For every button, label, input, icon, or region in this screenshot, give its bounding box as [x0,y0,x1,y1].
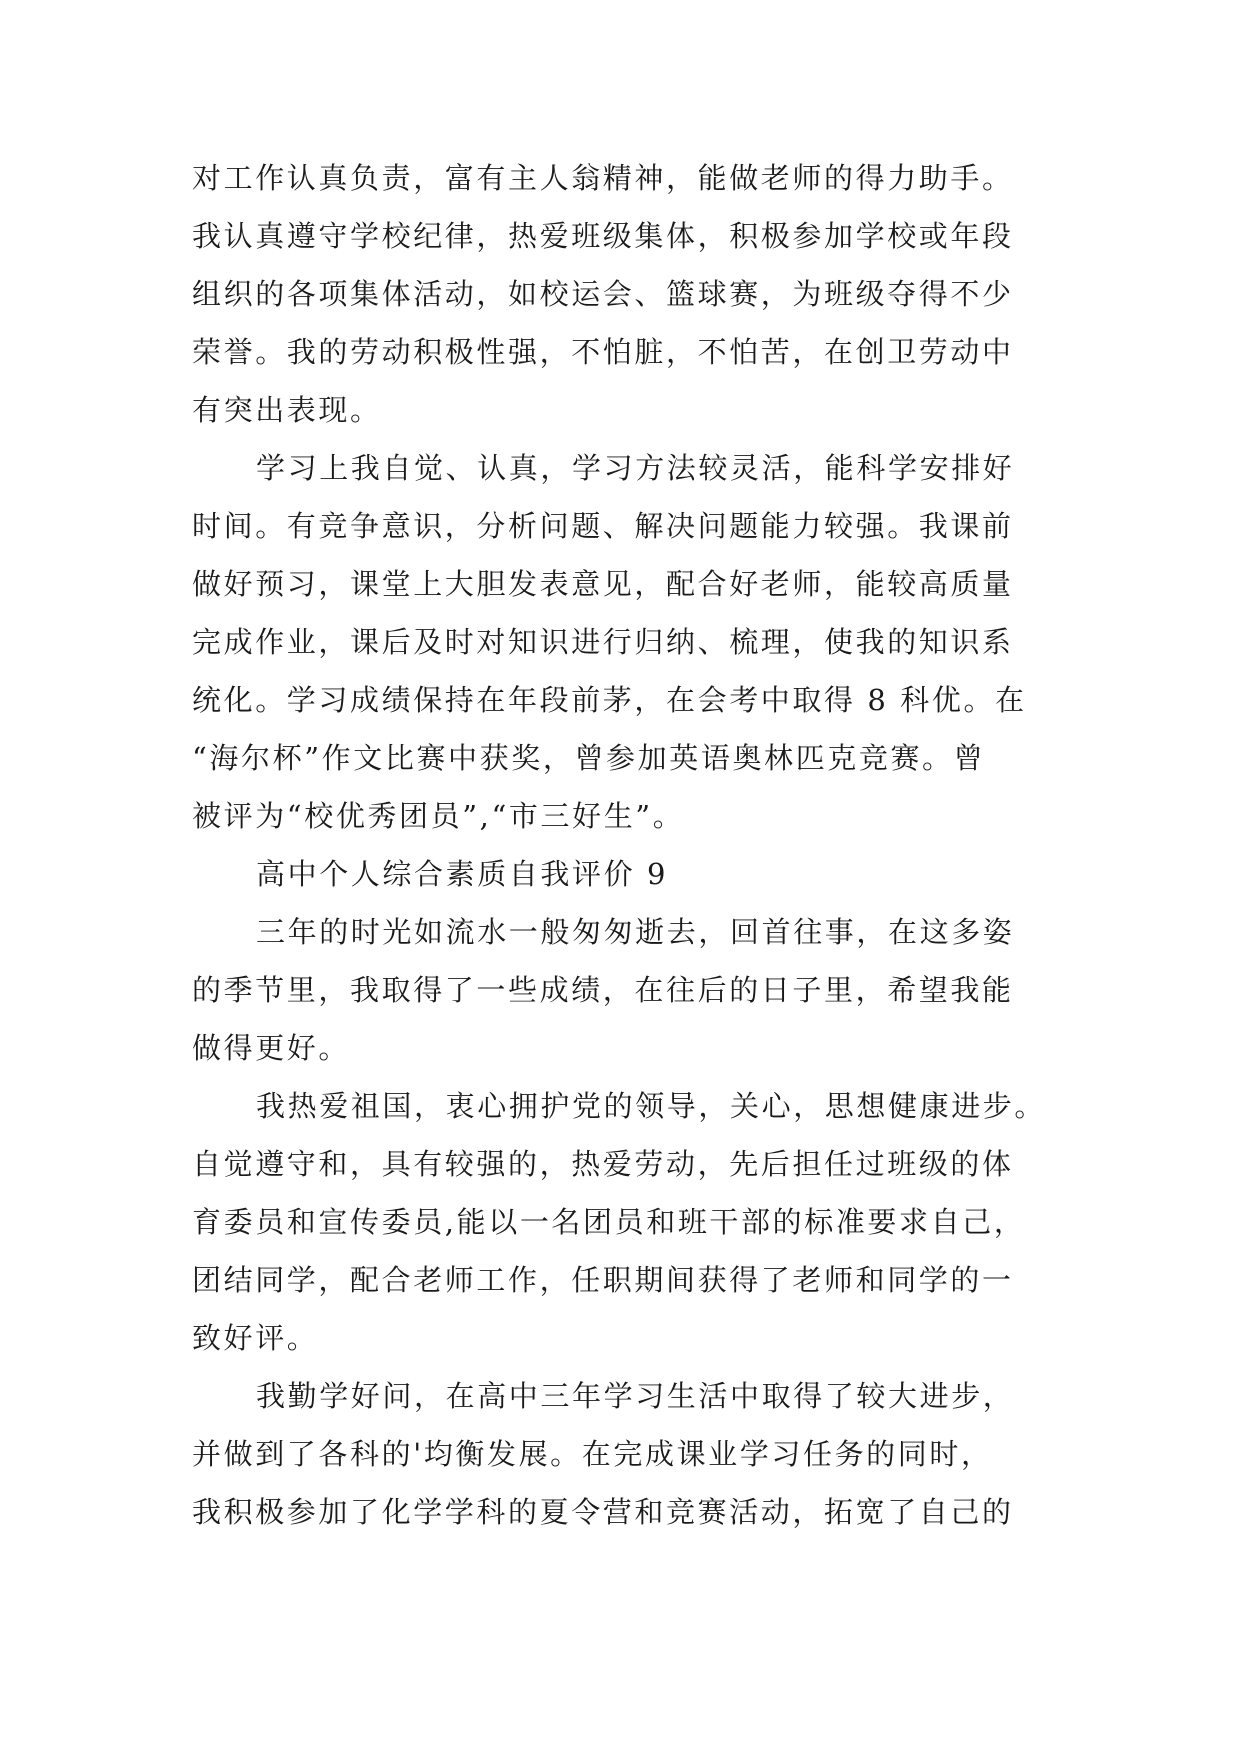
text-line: “海尔杯”作文比赛中获奖，曾参加英语奥林匹克竞赛。曾 [192,741,986,775]
text-line: 自觉遵守和，具有较强的，热爱劳动，先后担任过班级的体 [192,1147,1014,1181]
text-line: 有突出表现。 [192,393,382,427]
text-line: 对工作认真负责，富有主人翁精神，能做老师的得力助手。 [192,161,1014,195]
text-line: 组织的各项集体活动，如校运会、篮球赛，为班级夺得不少 [192,277,1014,311]
text-line: 做好预习，课堂上大胆发表意见，配合好老师，能较高质量 [192,567,1014,601]
section-heading: 高中个人综合素质自我评价 9 [256,857,669,891]
text-line: 时间。有竞争意识，分析问题、解决问题能力较强。我课前 [192,509,1014,543]
text-line: 团结同学，配合老师工作，任职期间获得了老师和同学的一 [192,1263,1014,1297]
text-line: 被评为“校优秀团员”,“市三好生”。 [192,799,685,833]
text-line: 致好评。 [192,1321,319,1355]
paragraph-first-line: 学习上我自觉、认真，学习方法较灵活，能科学安排好 [256,451,1015,485]
text-line: 统化。学习成绩保持在年段前茅，在会考中取得 8 科优。在 [192,683,1027,717]
paragraph-first-line: 我勤学好问，在高中三年学习生活中取得了较大进步， [256,1379,1015,1413]
text-line: 完成作业，课后及时对知识进行归纳、梳理，使我的知识系 [192,625,1014,659]
paragraph-first-line: 三年的时光如流水一般匆匆逝去，回首往事，在这多姿 [256,915,1015,949]
text-line: 我积极参加了化学学科的夏令营和竞赛活动，拓宽了自己的 [192,1495,1014,1529]
text-line: 做得更好。 [192,1031,351,1065]
text-line: 育委员和宣传委员,能以一名团员和班干部的标准要求自己， [192,1205,1026,1239]
text-line: 的季节里，我取得了一些成绩，在往后的日子里，希望我能 [192,973,1014,1007]
text-line: 我认真遵守学校纪律，热爱班级集体，积极参加学校或年段 [192,219,1014,253]
text-line: 并做到了各科的'均衡发展。在完成课业学习任务的同时， [192,1437,993,1471]
paragraph-first-line: 我热爱祖国，衷心拥护党的领导，关心，思想健康进步。 [256,1089,1047,1123]
text-line: 荣誉。我的劳动积极性强，不怕脏，不怕苦，在创卫劳动中 [192,335,1014,369]
